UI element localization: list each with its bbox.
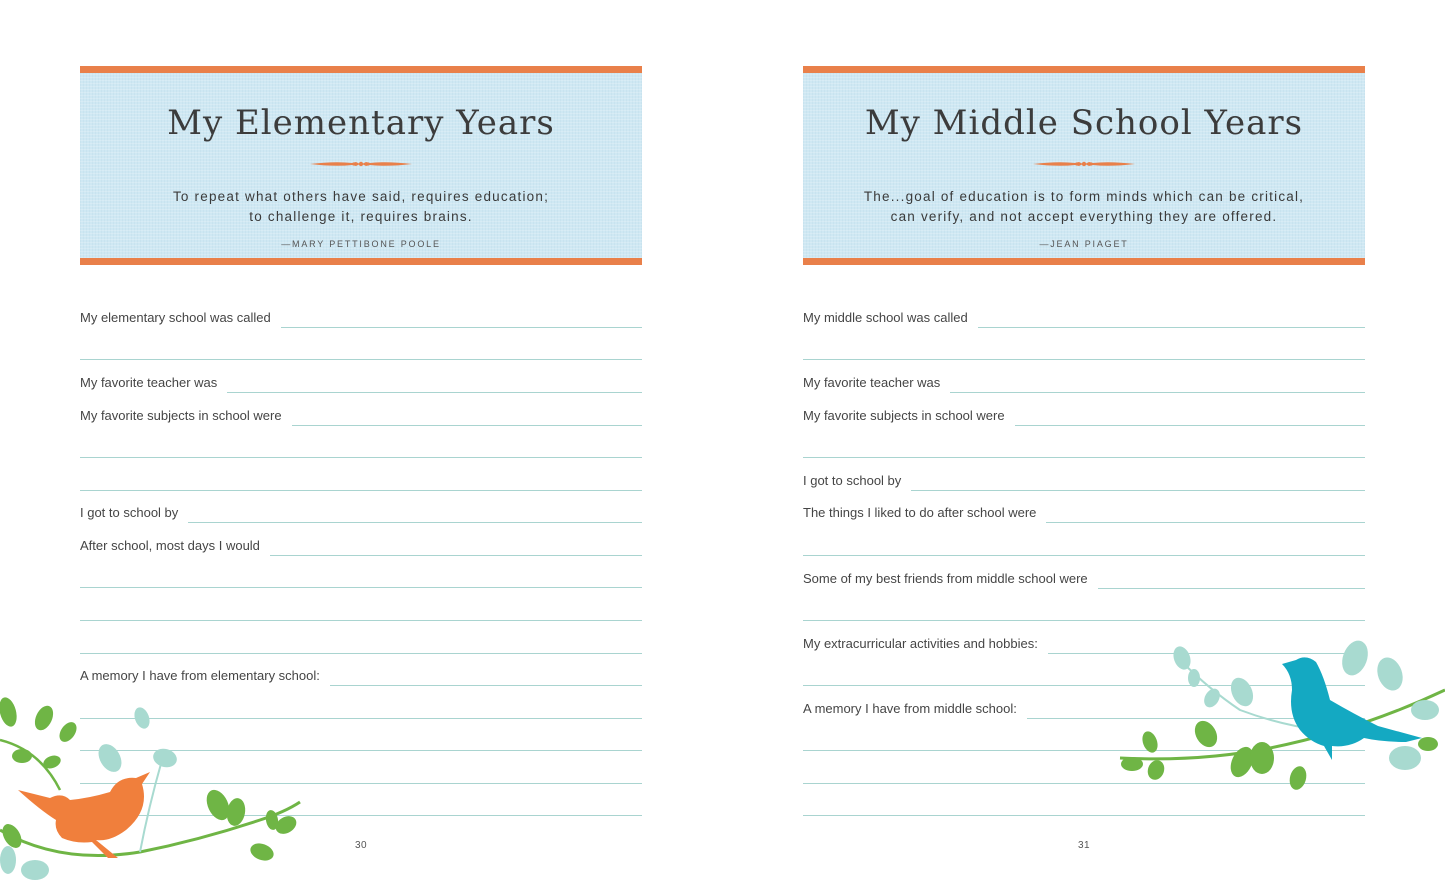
prompt-label: My elementary school was called xyxy=(80,310,271,325)
prompt-label: My favorite subjects in school were xyxy=(803,408,1005,423)
page-number: 31 xyxy=(1077,840,1091,851)
title-banner xyxy=(80,66,642,265)
prompt-row xyxy=(803,402,1365,426)
answer-line[interactable] xyxy=(911,489,1365,491)
quote xyxy=(110,187,612,227)
flourish-ornament-icon xyxy=(310,159,412,169)
page-title: My Middle School Years xyxy=(864,103,1304,143)
prompt-label: I got to school by xyxy=(803,473,902,488)
answer-line[interactable] xyxy=(80,457,642,458)
page-title: My Elementary Years xyxy=(167,103,555,143)
prompt-row xyxy=(803,467,1365,491)
flourish-ornament-icon xyxy=(1033,159,1135,169)
prompt-label: I got to school by xyxy=(80,505,179,520)
quote-line: To repeat what others have said, requires education; xyxy=(172,189,550,204)
answer-line[interactable] xyxy=(227,391,642,393)
leaf-icon xyxy=(0,695,300,863)
answer-line[interactable] xyxy=(1098,587,1365,589)
answer-line[interactable] xyxy=(803,815,1365,816)
prompt-label: After school, most days I would xyxy=(80,538,260,553)
answer-line[interactable] xyxy=(80,490,642,491)
answer-line[interactable] xyxy=(803,620,1365,621)
prompt-label: A memory I have from elementary school: xyxy=(80,668,320,683)
answer-line[interactable] xyxy=(803,359,1365,360)
prompt-row xyxy=(80,532,642,556)
page-number: 30 xyxy=(354,840,368,851)
prompt-row xyxy=(803,499,1365,523)
answer-line[interactable] xyxy=(803,457,1365,458)
answer-line[interactable] xyxy=(292,424,642,426)
answer-line[interactable] xyxy=(1046,521,1365,523)
prompt-row xyxy=(80,402,642,426)
orange-bird-branch-illustration xyxy=(0,680,310,884)
prompt-label: The things I liked to do after school were xyxy=(803,505,1037,520)
answer-line[interactable] xyxy=(80,359,642,360)
prompt-label: My favorite teacher was xyxy=(803,375,941,390)
quote-attribution: —JEAN PIAGET xyxy=(1039,239,1129,249)
quote xyxy=(833,187,1335,227)
prompt-label: My extracurricular activities and hobbies: xyxy=(803,636,1038,651)
answer-line[interactable] xyxy=(281,326,642,328)
prompt-label: My favorite teacher was xyxy=(80,375,218,390)
prompt-label: My favorite subjects in school were xyxy=(80,408,282,423)
prompt-row xyxy=(80,499,642,523)
answer-line[interactable] xyxy=(80,587,642,588)
quote-line: to challenge it, requires brains. xyxy=(249,209,473,224)
quote-line: The...goal of education is to form minds which can be critical, xyxy=(863,189,1305,204)
prompt-row xyxy=(803,369,1365,393)
answer-line[interactable] xyxy=(188,521,642,523)
prompt-row xyxy=(803,304,1365,328)
teal-bird-branch-illustration xyxy=(1110,630,1445,800)
answer-line[interactable] xyxy=(80,620,642,621)
quote-line: can verify, and not accept everything they are offered. xyxy=(890,209,1278,224)
answer-line[interactable] xyxy=(80,653,642,654)
answer-line[interactable] xyxy=(950,391,1365,393)
prompt-label: A memory I have from middle school: xyxy=(803,701,1017,716)
prompt-row xyxy=(80,304,642,328)
answer-line[interactable] xyxy=(270,554,642,556)
answer-line[interactable] xyxy=(330,684,642,686)
prompt-row xyxy=(803,565,1365,589)
quote-attribution: —MARY PETTIBONE POOLE xyxy=(281,239,441,249)
prompt-row xyxy=(80,369,642,393)
prompt-label: Some of my best friends from middle school were xyxy=(803,571,1088,586)
orange-bird-icon xyxy=(18,772,150,858)
answer-line[interactable] xyxy=(978,326,1365,328)
title-banner xyxy=(803,66,1365,265)
prompt-label: My middle school was called xyxy=(803,310,968,325)
answer-line[interactable] xyxy=(1015,424,1365,426)
answer-line[interactable] xyxy=(803,555,1365,556)
